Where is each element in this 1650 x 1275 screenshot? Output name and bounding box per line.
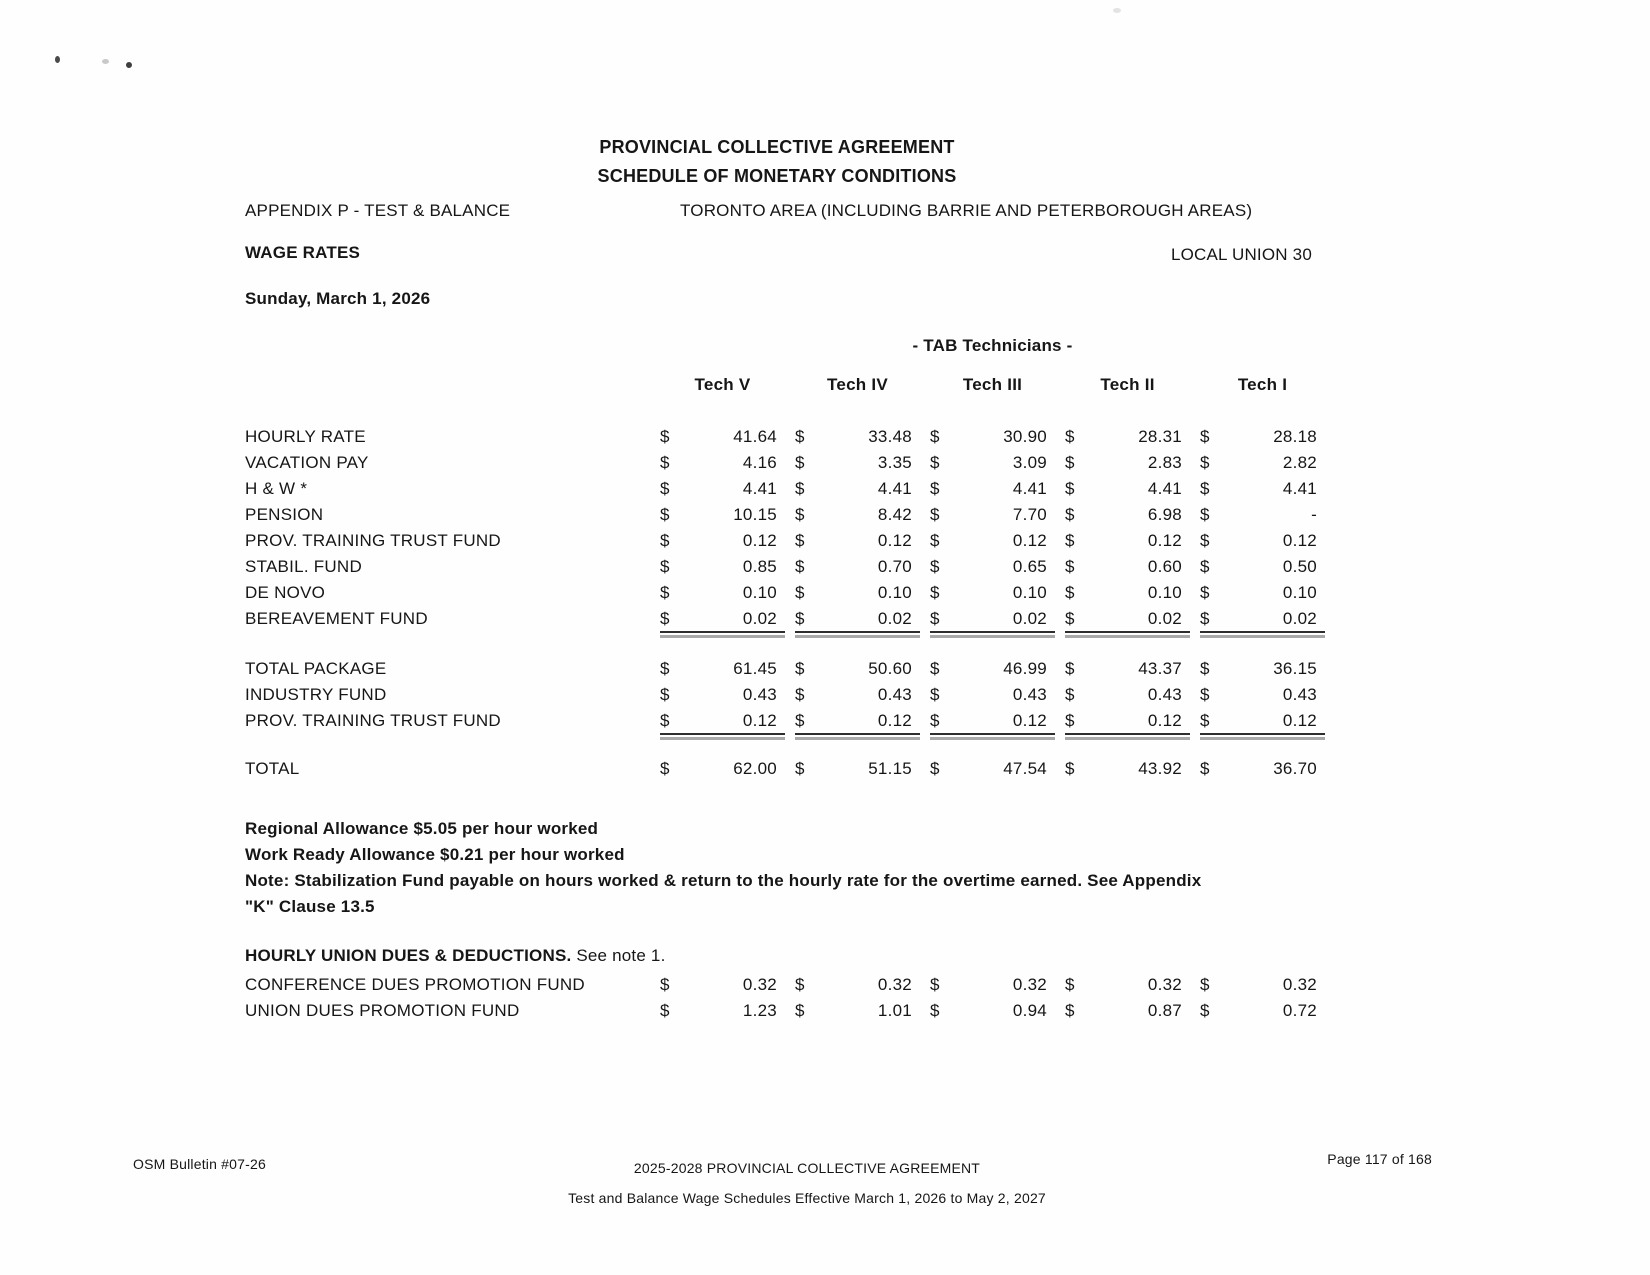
cell-value: 36.15 bbox=[1273, 659, 1317, 678]
cell-value: 2.82 bbox=[1282, 453, 1317, 472]
dues-heading-bold: HOURLY UNION DUES & DEDUCTIONS. bbox=[245, 946, 572, 965]
cell-value: 0.87 bbox=[1147, 1001, 1182, 1020]
cell-value: 0.02 bbox=[690, 606, 785, 632]
notes-block bbox=[245, 816, 1201, 920]
row-label: PENSION bbox=[245, 505, 324, 524]
currency-symbol: $ bbox=[660, 505, 670, 524]
row-label: TOTAL PACKAGE bbox=[245, 659, 387, 678]
cell-value: 6.98 bbox=[1147, 505, 1182, 524]
currency-symbol: $ bbox=[930, 708, 960, 734]
cell-value: 0.32 bbox=[1012, 975, 1047, 994]
table-row bbox=[245, 682, 1325, 708]
note-regional-allowance: Regional Allowance $5.05 per hour worked bbox=[245, 819, 599, 838]
currency-symbol: $ bbox=[660, 685, 670, 704]
table-row bbox=[245, 708, 1325, 734]
cell-value: 0.10 bbox=[1012, 583, 1047, 602]
cell-value: 0.12 bbox=[1012, 531, 1047, 550]
currency-symbol: $ bbox=[660, 606, 690, 632]
tech-header-row bbox=[245, 370, 1325, 400]
column-header: Tech III bbox=[962, 375, 1023, 394]
currency-symbol: $ bbox=[1065, 685, 1075, 704]
row-label: VACATION PAY bbox=[245, 453, 369, 472]
row-label: UNION DUES PROMOTION FUND bbox=[245, 1001, 520, 1020]
scan-speck bbox=[55, 56, 60, 63]
currency-symbol: $ bbox=[1065, 583, 1075, 602]
cell-value: 0.12 bbox=[1147, 531, 1182, 550]
currency-symbol: $ bbox=[660, 427, 670, 446]
currency-symbol: $ bbox=[795, 606, 825, 632]
local-union-label: LOCAL UNION 30 bbox=[1170, 245, 1312, 264]
currency-symbol: $ bbox=[795, 975, 805, 994]
currency-symbol: $ bbox=[930, 479, 940, 498]
cell-value: 0.12 bbox=[1095, 708, 1190, 734]
currency-symbol: $ bbox=[795, 1001, 805, 1020]
currency-symbol: $ bbox=[930, 583, 940, 602]
cell-value: 61.45 bbox=[733, 659, 777, 678]
cell-value: 0.12 bbox=[825, 708, 920, 734]
cell-value: 0.12 bbox=[690, 708, 785, 734]
currency-symbol: $ bbox=[1200, 479, 1210, 498]
currency-symbol: $ bbox=[660, 479, 670, 498]
cell-value: 0.60 bbox=[1147, 557, 1182, 576]
cell-value: 4.41 bbox=[1012, 479, 1047, 498]
row-label: DE NOVO bbox=[245, 583, 326, 602]
cell-value: 0.12 bbox=[1282, 531, 1317, 550]
currency-symbol: $ bbox=[795, 659, 805, 678]
cell-value: 0.02 bbox=[1095, 606, 1190, 632]
cell-value: 28.31 bbox=[1138, 427, 1182, 446]
spacer-row bbox=[245, 638, 1325, 656]
cell-value: 0.50 bbox=[1282, 557, 1317, 576]
row-label: INDUSTRY FUND bbox=[245, 685, 387, 704]
dues-heading-note: See note 1. bbox=[571, 946, 666, 965]
title-line-2: SCHEDULE OF MONETARY CONDITIONS bbox=[597, 166, 957, 186]
currency-symbol: $ bbox=[1200, 557, 1210, 576]
scan-speck bbox=[102, 59, 109, 64]
currency-symbol: $ bbox=[1200, 975, 1210, 994]
currency-symbol: $ bbox=[795, 505, 805, 524]
cell-value: 43.37 bbox=[1138, 659, 1182, 678]
note-clause: "K" Clause 13.5 bbox=[245, 897, 375, 916]
currency-symbol: $ bbox=[1200, 427, 1210, 446]
cell-value: 10.15 bbox=[733, 505, 777, 524]
currency-symbol: $ bbox=[1065, 659, 1075, 678]
currency-symbol: $ bbox=[930, 557, 940, 576]
cell-value: 4.41 bbox=[1282, 479, 1317, 498]
row-label: H & W * bbox=[245, 479, 308, 498]
row-label: PROV. TRAINING TRUST FUND bbox=[245, 531, 501, 550]
cell-value: 4.16 bbox=[742, 453, 777, 472]
cell-value: 28.18 bbox=[1273, 427, 1317, 446]
cell-value: 3.35 bbox=[877, 453, 912, 472]
cell-value: 0.65 bbox=[1012, 557, 1047, 576]
cell-value: 30.90 bbox=[1003, 427, 1047, 446]
currency-symbol: $ bbox=[795, 531, 805, 550]
row-label: TOTAL bbox=[245, 759, 300, 778]
currency-symbol: $ bbox=[1200, 505, 1210, 524]
currency-symbol: $ bbox=[1200, 531, 1210, 550]
spacer-row bbox=[245, 740, 1325, 756]
table-row bbox=[245, 998, 1325, 1024]
currency-symbol: $ bbox=[660, 708, 690, 734]
currency-symbol: $ bbox=[795, 708, 825, 734]
currency-symbol: $ bbox=[1200, 583, 1210, 602]
currency-symbol: $ bbox=[1200, 708, 1230, 734]
row-label: CONFERENCE DUES PROMOTION FUND bbox=[245, 975, 585, 994]
currency-symbol: $ bbox=[1200, 606, 1230, 632]
dues-heading bbox=[245, 946, 666, 966]
currency-symbol: $ bbox=[795, 759, 805, 778]
cell-value: 43.92 bbox=[1138, 759, 1182, 778]
note-work-ready-allowance: Work Ready Allowance $0.21 per hour worked bbox=[245, 845, 625, 864]
cell-value: 7.70 bbox=[1012, 505, 1047, 524]
document-title bbox=[0, 133, 1554, 191]
cell-value: 0.10 bbox=[1282, 583, 1317, 602]
table-row bbox=[245, 528, 1325, 554]
cell-value: 0.32 bbox=[742, 975, 777, 994]
cell-value: 1.01 bbox=[877, 1001, 912, 1020]
cell-value: 36.70 bbox=[1273, 759, 1317, 778]
currency-symbol: $ bbox=[1065, 606, 1095, 632]
cell-value: 62.00 bbox=[733, 759, 777, 778]
currency-symbol: $ bbox=[795, 453, 805, 472]
currency-symbol: $ bbox=[795, 479, 805, 498]
currency-symbol: $ bbox=[660, 759, 670, 778]
cell-value: 0.32 bbox=[1147, 975, 1182, 994]
union-dues-table bbox=[245, 972, 1325, 1024]
currency-symbol: $ bbox=[930, 427, 940, 446]
cell-value: 0.32 bbox=[1282, 975, 1317, 994]
currency-symbol: $ bbox=[930, 1001, 940, 1020]
table-row bbox=[245, 554, 1325, 580]
row-label: STABIL. FUND bbox=[245, 557, 362, 576]
currency-symbol: $ bbox=[1065, 531, 1075, 550]
footer-bulletin: OSM Bulletin #07-26 bbox=[133, 1156, 266, 1172]
currency-symbol: $ bbox=[660, 1001, 670, 1020]
currency-symbol: $ bbox=[660, 557, 670, 576]
row-label: PROV. TRAINING TRUST FUND bbox=[245, 711, 501, 730]
scan-speck bbox=[126, 62, 132, 68]
cell-value: 4.41 bbox=[877, 479, 912, 498]
cell-value: 0.43 bbox=[1012, 685, 1047, 704]
table-row bbox=[245, 656, 1325, 682]
currency-symbol: $ bbox=[930, 659, 940, 678]
currency-symbol: $ bbox=[1200, 453, 1210, 472]
table-row bbox=[245, 606, 1325, 632]
currency-symbol: $ bbox=[930, 606, 960, 632]
currency-symbol: $ bbox=[930, 531, 940, 550]
currency-symbol: $ bbox=[1065, 557, 1075, 576]
cell-value: 0.43 bbox=[742, 685, 777, 704]
cell-value: 0.10 bbox=[1147, 583, 1182, 602]
spacer-row bbox=[245, 400, 1325, 424]
cell-value: 0.43 bbox=[877, 685, 912, 704]
cell-value: 0.12 bbox=[960, 708, 1055, 734]
column-header: Tech V bbox=[694, 375, 751, 394]
table-row bbox=[245, 580, 1325, 606]
cell-value: 0.02 bbox=[1230, 606, 1325, 632]
effective-date: Sunday, March 1, 2026 bbox=[245, 289, 431, 308]
cell-value: 41.64 bbox=[733, 427, 777, 446]
cell-value: 0.32 bbox=[877, 975, 912, 994]
cell-value: 0.70 bbox=[877, 557, 912, 576]
column-header: Tech IV bbox=[827, 375, 888, 394]
wage-rates-table bbox=[245, 370, 1325, 782]
currency-symbol: $ bbox=[1200, 685, 1210, 704]
row-label: BEREAVEMENT FUND bbox=[245, 609, 428, 628]
cell-value: 0.10 bbox=[877, 583, 912, 602]
table-row bbox=[245, 502, 1325, 528]
cell-value: 3.09 bbox=[1012, 453, 1047, 472]
cell-value: 0.02 bbox=[960, 606, 1055, 632]
currency-symbol: $ bbox=[1200, 759, 1210, 778]
currency-symbol: $ bbox=[660, 659, 670, 678]
table-row bbox=[245, 450, 1325, 476]
cell-value: 4.41 bbox=[1147, 479, 1182, 498]
table-row bbox=[245, 424, 1325, 450]
cell-value: 0.02 bbox=[825, 606, 920, 632]
currency-symbol: $ bbox=[1200, 1001, 1210, 1020]
currency-symbol: $ bbox=[1065, 759, 1075, 778]
cell-value: 0.43 bbox=[1282, 685, 1317, 704]
cell-value: 0.43 bbox=[1147, 685, 1182, 704]
title-line-1: PROVINCIAL COLLECTIVE AGREEMENT bbox=[599, 137, 955, 157]
currency-symbol: $ bbox=[1065, 505, 1075, 524]
cell-value: 0.85 bbox=[742, 557, 777, 576]
row-label: HOURLY RATE bbox=[245, 427, 366, 446]
area-label: TORONTO AREA (INCLUDING BARRIE AND PETERBOROUGH AREAS) bbox=[680, 201, 1253, 220]
cell-value: 46.99 bbox=[1003, 659, 1047, 678]
currency-symbol: $ bbox=[1065, 479, 1075, 498]
cell-value: - bbox=[1311, 505, 1317, 524]
currency-symbol: $ bbox=[660, 531, 670, 550]
cell-value: 0.72 bbox=[1282, 1001, 1317, 1020]
currency-symbol: $ bbox=[930, 505, 940, 524]
currency-symbol: $ bbox=[1065, 453, 1075, 472]
currency-symbol: $ bbox=[795, 557, 805, 576]
table-group-title: - TAB Technicians - bbox=[912, 336, 1073, 355]
scan-speck bbox=[1113, 8, 1121, 13]
appendix-label: APPENDIX P - TEST & BALANCE bbox=[245, 201, 511, 220]
currency-symbol: $ bbox=[1065, 708, 1095, 734]
cell-value: 1.23 bbox=[742, 1001, 777, 1020]
cell-value: 47.54 bbox=[1003, 759, 1047, 778]
currency-symbol: $ bbox=[660, 975, 670, 994]
currency-symbol: $ bbox=[1200, 659, 1210, 678]
note-stabilization-fund: Note: Stabilization Fund payable on hours worked & return to the hourly rate for the overtime earned. See Appendix bbox=[245, 871, 1202, 890]
currency-symbol: $ bbox=[930, 759, 940, 778]
wage-rates-label: WAGE RATES bbox=[245, 243, 361, 262]
table-row bbox=[245, 756, 1325, 782]
currency-symbol: $ bbox=[1065, 975, 1075, 994]
cell-value: 0.12 bbox=[877, 531, 912, 550]
currency-symbol: $ bbox=[795, 427, 805, 446]
currency-symbol: $ bbox=[660, 583, 670, 602]
cell-value: 4.41 bbox=[742, 479, 777, 498]
footer-agreement-line1: 2025-2028 PROVINCIAL COLLECTIVE AGREEMENT bbox=[633, 1160, 981, 1176]
footer-agreement-line2: Test and Balance Wage Schedules Effective March 1, 2026 to May 2, 2027 bbox=[568, 1190, 1046, 1206]
cell-value: 51.15 bbox=[868, 759, 912, 778]
currency-symbol: $ bbox=[930, 975, 940, 994]
currency-symbol: $ bbox=[1065, 1001, 1075, 1020]
footer-page-number: Page 117 of 168 bbox=[1327, 1151, 1432, 1167]
cell-value: 8.42 bbox=[877, 505, 912, 524]
currency-symbol: $ bbox=[660, 453, 670, 472]
cell-value: 50.60 bbox=[868, 659, 912, 678]
currency-symbol: $ bbox=[795, 583, 805, 602]
table-row bbox=[245, 972, 1325, 998]
column-header: Tech I bbox=[1237, 375, 1288, 394]
cell-value: 0.12 bbox=[742, 531, 777, 550]
cell-value: 0.10 bbox=[742, 583, 777, 602]
currency-symbol: $ bbox=[1065, 427, 1075, 446]
cell-value: 0.94 bbox=[1012, 1001, 1047, 1020]
currency-symbol: $ bbox=[930, 685, 940, 704]
currency-symbol: $ bbox=[795, 685, 805, 704]
column-header: Tech II bbox=[1100, 375, 1155, 394]
cell-value: 2.83 bbox=[1147, 453, 1182, 472]
currency-symbol: $ bbox=[930, 453, 940, 472]
cell-value: 0.12 bbox=[1230, 708, 1325, 734]
table-row bbox=[245, 476, 1325, 502]
cell-value: 33.48 bbox=[868, 427, 912, 446]
